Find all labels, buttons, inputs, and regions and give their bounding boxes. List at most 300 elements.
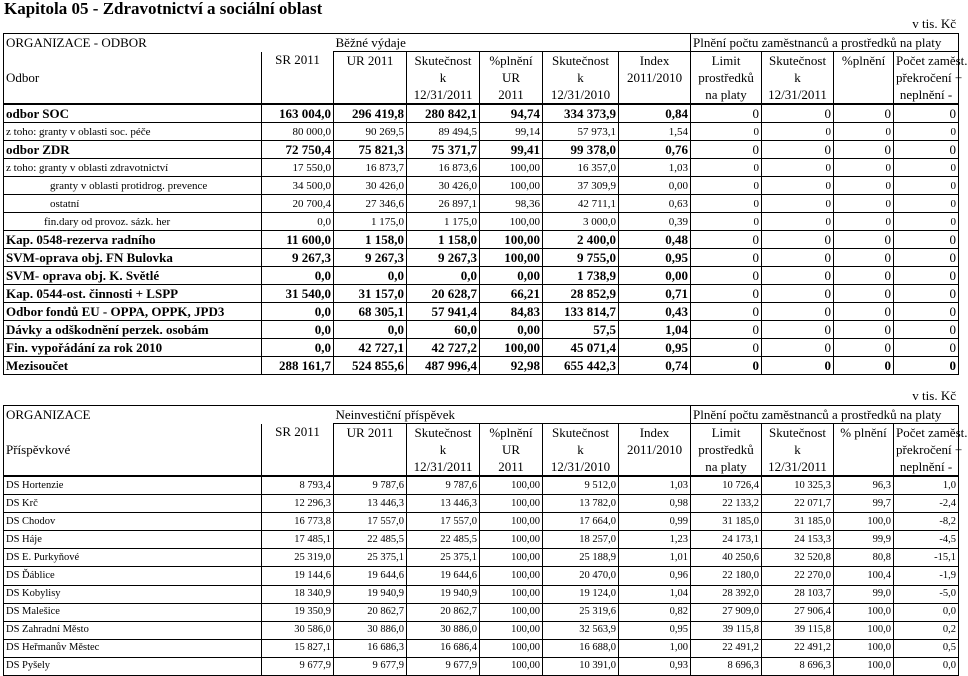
cell-value: 31 185,0 — [691, 513, 762, 531]
row-label: Kap. 0548-rezerva radního — [4, 231, 262, 249]
cell-value: 0 — [691, 249, 762, 267]
cell-value: 27 909,0 — [691, 603, 762, 621]
column-header: Skutečnost — [543, 52, 619, 70]
column-header: %plnění — [480, 52, 543, 70]
header-row-caption — [4, 52, 959, 70]
unit-label: v tis. Kč — [912, 16, 956, 31]
cell-value: 22 485,5 — [407, 531, 480, 549]
row-label: DS Kobylisy — [4, 585, 262, 603]
cell-value: 0,95 — [619, 339, 691, 357]
column-header: Index — [619, 424, 691, 442]
column-header: Skutečnost — [543, 424, 619, 442]
cell-value: 9 677,9 — [262, 657, 334, 675]
cell-value: 22 491,2 — [762, 639, 834, 657]
row-label: Fin. vypořádání za rok 2010 — [4, 339, 262, 357]
cell-value: 100,00 — [480, 639, 543, 657]
column-header: Index — [619, 52, 691, 70]
cell-value: 0,0 — [334, 267, 407, 285]
cell-value: 16 686,3 — [334, 639, 407, 657]
cell-value: 27 346,6 — [334, 195, 407, 213]
cell-value: 0 — [834, 267, 894, 285]
cell-value: 0 — [894, 177, 959, 195]
column-header: neplnění - — [894, 458, 959, 476]
column-header: k — [407, 441, 480, 458]
cell-value: 15 827,1 — [262, 639, 334, 657]
cell-value: -15,1 — [894, 549, 959, 567]
page-title: Kapitola 05 - Zdravotnictví a sociální oblast — [4, 0, 323, 18]
cell-value: 0,95 — [619, 249, 691, 267]
cell-value: -2,4 — [894, 495, 959, 513]
table-row — [4, 339, 959, 357]
table-row — [4, 357, 959, 375]
cell-value: 0 — [834, 177, 894, 195]
cell-value: 0 — [894, 123, 959, 141]
cell-value: 0 — [762, 141, 834, 159]
cell-value: 0 — [834, 249, 894, 267]
cell-value: 1,23 — [619, 531, 691, 549]
cell-value: 0 — [894, 213, 959, 231]
cell-value: 99 378,0 — [543, 141, 619, 159]
row-label: DS Ďáblice — [4, 567, 262, 585]
cell-value: 0 — [834, 285, 894, 303]
cell-value: 0 — [762, 303, 834, 321]
row-label: DS E. Purkyňové — [4, 549, 262, 567]
cell-value: 100,0 — [834, 513, 894, 531]
row-label: DS Heřmanův Městec — [4, 639, 262, 657]
cell-value: 0 — [762, 321, 834, 339]
header-spacer — [262, 406, 334, 424]
table-row — [4, 159, 959, 177]
column-header: Skutečnost — [762, 424, 834, 442]
cell-value: 0,0 — [894, 657, 959, 675]
cell-value: 9 677,9 — [334, 657, 407, 675]
table-row — [4, 639, 959, 657]
header-group-2: Plnění počtu zaměstnanců a prostředků na platy — [691, 406, 959, 424]
header-row-label — [4, 458, 262, 476]
table-row — [4, 177, 959, 195]
cell-value: 0 — [894, 339, 959, 357]
cell-value: 0 — [894, 249, 959, 267]
cell-value: 27 906,4 — [762, 603, 834, 621]
table-row — [4, 141, 959, 159]
cell-value: 72 750,4 — [262, 141, 334, 159]
cell-value: 0 — [691, 285, 762, 303]
cell-value: 0,00 — [480, 321, 543, 339]
column-header — [334, 69, 407, 86]
cell-value: 0,74 — [619, 357, 691, 375]
column-header — [262, 441, 334, 458]
cell-value: 288 161,7 — [262, 357, 334, 375]
cell-value: 100,0 — [834, 639, 894, 657]
column-header: 12/31/2011 — [407, 458, 480, 476]
cell-value: 100,00 — [480, 495, 543, 513]
cell-value: 68 305,1 — [334, 303, 407, 321]
cell-value: 0 — [691, 357, 762, 375]
cell-value: 17 485,1 — [262, 531, 334, 549]
header-row-group — [4, 34, 959, 52]
row-label: DS Hortenzie — [4, 476, 262, 495]
cell-value: 296 419,8 — [334, 104, 407, 123]
cell-value: 0 — [834, 321, 894, 339]
cell-value: 26 897,1 — [407, 195, 480, 213]
cell-value: 1,03 — [619, 159, 691, 177]
column-header — [334, 86, 407, 104]
cell-value: 30 886,0 — [334, 621, 407, 639]
cell-value: 1,03 — [619, 476, 691, 495]
column-header: Limit — [691, 424, 762, 442]
cell-value: 655 442,3 — [543, 357, 619, 375]
cell-value: 0 — [691, 231, 762, 249]
cell-value: 0 — [834, 231, 894, 249]
column-header: 12/31/2010 — [543, 458, 619, 476]
cell-value: 1,0 — [894, 476, 959, 495]
cell-value: 28 392,0 — [691, 585, 762, 603]
cell-value: 100,00 — [480, 159, 543, 177]
cell-value: 89 494,5 — [407, 123, 480, 141]
cell-value: 16 773,8 — [262, 513, 334, 531]
cell-value: 100,00 — [480, 249, 543, 267]
column-header: Počet zaměst. — [894, 52, 959, 70]
cell-value: 0,0 — [262, 321, 334, 339]
table-row — [4, 104, 959, 123]
cell-value: 30 426,0 — [334, 177, 407, 195]
cell-value: 0 — [834, 303, 894, 321]
column-header: %plnění — [480, 424, 543, 442]
cell-value: 1 738,9 — [543, 267, 619, 285]
header-row-caption — [4, 86, 959, 104]
column-header: Skutečnost — [407, 424, 480, 442]
cell-value: 22 180,0 — [691, 567, 762, 585]
cell-value: 0 — [894, 303, 959, 321]
cell-value: 100,00 — [480, 213, 543, 231]
row-label: Kap. 0544-ost. činnosti + LSPP — [4, 285, 262, 303]
column-header: na platy — [691, 86, 762, 104]
cell-value: 22 270,0 — [762, 567, 834, 585]
cell-value: 1 175,0 — [334, 213, 407, 231]
column-header — [834, 86, 894, 104]
cell-value: 9 787,6 — [334, 476, 407, 495]
column-header: 12/31/2011 — [762, 86, 834, 104]
cell-value: -4,5 — [894, 531, 959, 549]
cell-value: 18 257,0 — [543, 531, 619, 549]
cell-value: 57 973,1 — [543, 123, 619, 141]
cell-value: 42 727,1 — [334, 339, 407, 357]
cell-value: 9 755,0 — [543, 249, 619, 267]
column-header — [262, 69, 334, 86]
row-label: DS Krč — [4, 495, 262, 513]
column-header — [334, 441, 407, 458]
column-header — [619, 458, 691, 476]
cell-value: 0 — [691, 267, 762, 285]
cell-value: 0,48 — [619, 231, 691, 249]
cell-value: 100,00 — [480, 603, 543, 621]
cell-value: 0,0 — [262, 267, 334, 285]
cell-value: 60,0 — [407, 321, 480, 339]
column-header: Počet zaměst. — [894, 424, 959, 442]
column-header: prostředků — [691, 69, 762, 86]
cell-value: 280 842,1 — [407, 104, 480, 123]
column-header: 2011/2010 — [619, 69, 691, 86]
cell-value: 0 — [894, 141, 959, 159]
cell-value: 24 153,3 — [762, 531, 834, 549]
cell-value: 9 787,6 — [407, 476, 480, 495]
cell-value: 42 727,2 — [407, 339, 480, 357]
cell-value: 19 124,0 — [543, 585, 619, 603]
column-header: Skutečnost — [762, 52, 834, 70]
column-header: na platy — [691, 458, 762, 476]
cell-value: 0,0 — [262, 303, 334, 321]
cell-value: 0 — [762, 177, 834, 195]
table-row — [4, 585, 959, 603]
row-label: DS Zahradní Město — [4, 621, 262, 639]
cell-value: 100,00 — [480, 339, 543, 357]
cell-value: 20 470,0 — [543, 567, 619, 585]
column-header: 2011 — [480, 458, 543, 476]
cell-value: 0 — [762, 231, 834, 249]
cell-value: 0 — [894, 321, 959, 339]
row-label: odbor ZDR — [4, 141, 262, 159]
cell-value: 19 644,6 — [407, 567, 480, 585]
cell-value: 94,74 — [480, 104, 543, 123]
table-row — [4, 476, 959, 495]
header-group-2: Plnění počtu zaměstnanců a prostředků na platy — [691, 34, 959, 52]
row-label: SVM- oprava obj. K. Světlé — [4, 267, 262, 285]
cell-value: 19 144,6 — [262, 567, 334, 585]
unit-label-2: v tis. Kč — [912, 388, 956, 403]
column-header: UR 2011 — [334, 52, 407, 70]
cell-value: 0 — [834, 339, 894, 357]
cell-value: 0 — [762, 159, 834, 177]
cell-value: 0,96 — [619, 567, 691, 585]
cell-value: 0 — [691, 141, 762, 159]
cell-value: 1,04 — [619, 585, 691, 603]
cell-value: 0,0 — [407, 267, 480, 285]
cell-value: 13 446,3 — [407, 495, 480, 513]
cell-value: 100,00 — [480, 531, 543, 549]
cell-value: 0 — [894, 195, 959, 213]
cell-value: 0,76 — [619, 141, 691, 159]
contribution-table — [3, 405, 968, 676]
cell-value: 0 — [762, 123, 834, 141]
row-label: SVM-oprava obj. FN Bulovka — [4, 249, 262, 267]
cell-value: 0,43 — [619, 303, 691, 321]
cell-value: 0,00 — [619, 177, 691, 195]
cell-value: 0 — [762, 104, 834, 123]
cell-value: 100,00 — [480, 177, 543, 195]
header-row-caption — [4, 458, 959, 476]
cell-value: 20 700,4 — [262, 195, 334, 213]
row-label: DS Háje — [4, 531, 262, 549]
cell-value: 0 — [762, 195, 834, 213]
cell-value: 19 350,9 — [262, 603, 334, 621]
column-header: Limit — [691, 52, 762, 70]
cell-value: 0,98 — [619, 495, 691, 513]
table-row — [4, 321, 959, 339]
cell-value: 80,8 — [834, 549, 894, 567]
cell-value: 17 550,0 — [262, 159, 334, 177]
column-header: 2011/2010 — [619, 441, 691, 458]
table-row — [4, 621, 959, 639]
cell-value: 39 115,8 — [691, 621, 762, 639]
cell-value: 0,84 — [619, 104, 691, 123]
header-row-group — [4, 406, 959, 424]
cell-value: 10 726,4 — [691, 476, 762, 495]
cell-value: 25 188,9 — [543, 549, 619, 567]
cell-value: 0,82 — [619, 603, 691, 621]
cell-value: 0,2 — [894, 621, 959, 639]
header-row-label: Odbor — [4, 69, 262, 86]
cell-value: 0 — [894, 357, 959, 375]
cell-value: 100,0 — [834, 657, 894, 675]
cell-value: 96,3 — [834, 476, 894, 495]
cell-value: 25 319,0 — [262, 549, 334, 567]
column-header: UR — [480, 69, 543, 86]
table-row — [4, 267, 959, 285]
expenditure-table — [3, 33, 968, 375]
header-row-label — [4, 86, 262, 104]
row-label: ostatní — [4, 195, 262, 213]
cell-value: 13 446,3 — [334, 495, 407, 513]
cell-value: 99,41 — [480, 141, 543, 159]
cell-value: 0 — [834, 213, 894, 231]
table-row — [4, 657, 959, 675]
cell-value: 1,54 — [619, 123, 691, 141]
cell-value: 100,00 — [480, 657, 543, 675]
cell-value: 90 269,5 — [334, 123, 407, 141]
column-header: překročení + — [894, 441, 959, 458]
cell-value: 0 — [691, 195, 762, 213]
column-header — [834, 458, 894, 476]
cell-value: 0,95 — [619, 621, 691, 639]
cell-value: 8 696,3 — [762, 657, 834, 675]
table-row — [4, 249, 959, 267]
header-org: ORGANIZACE — [4, 406, 262, 424]
cell-value: 28 852,9 — [543, 285, 619, 303]
cell-value: 100,0 — [834, 621, 894, 639]
cell-value: 100,0 — [834, 603, 894, 621]
cell-value: 0 — [762, 285, 834, 303]
column-header — [334, 458, 407, 476]
cell-value: 12 296,3 — [262, 495, 334, 513]
cell-value: 1,00 — [619, 639, 691, 657]
cell-value: 66,21 — [480, 285, 543, 303]
cell-value: 20 628,7 — [407, 285, 480, 303]
cell-value: 0 — [834, 195, 894, 213]
column-header: neplnění - — [894, 86, 959, 104]
cell-value: 0,5 — [894, 639, 959, 657]
cell-value: 25 375,1 — [407, 549, 480, 567]
cell-value: 34 500,0 — [262, 177, 334, 195]
table-row — [4, 231, 959, 249]
table-row — [4, 123, 959, 141]
header-spacer — [262, 34, 334, 52]
column-header — [834, 441, 894, 458]
row-label: Mezisoučet — [4, 357, 262, 375]
cell-value: 100,00 — [480, 476, 543, 495]
header-row-caption — [4, 69, 959, 86]
column-header — [619, 86, 691, 104]
cell-value: 1 158,0 — [334, 231, 407, 249]
cell-value: 31 157,0 — [334, 285, 407, 303]
cell-value: 163 004,0 — [262, 104, 334, 123]
cell-value: 99,7 — [834, 495, 894, 513]
table-row — [4, 195, 959, 213]
header-row-label — [4, 52, 262, 70]
column-header: k — [762, 69, 834, 86]
cell-value: 31 185,0 — [762, 513, 834, 531]
column-header: %plnění — [834, 52, 894, 70]
cell-value: 0 — [834, 357, 894, 375]
column-header: k — [407, 69, 480, 86]
cell-value: 524 855,6 — [334, 357, 407, 375]
cell-value: 57 941,4 — [407, 303, 480, 321]
cell-value: 22 133,2 — [691, 495, 762, 513]
cell-value: 0,71 — [619, 285, 691, 303]
cell-value: 45 071,4 — [543, 339, 619, 357]
cell-value: 22 491,2 — [691, 639, 762, 657]
header-group-1: Běžné výdaje — [334, 34, 691, 52]
cell-value: 0 — [762, 357, 834, 375]
cell-value: 9 267,3 — [334, 249, 407, 267]
cell-value: 16 357,0 — [543, 159, 619, 177]
cell-value: 17 557,0 — [407, 513, 480, 531]
cell-value: 100,00 — [480, 621, 543, 639]
cell-value: 0 — [834, 104, 894, 123]
column-header: překročení + — [894, 69, 959, 86]
cell-value: 0 — [834, 123, 894, 141]
cell-value: 20 862,7 — [334, 603, 407, 621]
cell-value: 9 267,3 — [262, 249, 334, 267]
cell-value: 0,00 — [619, 267, 691, 285]
cell-value: 84,83 — [480, 303, 543, 321]
cell-value: 0 — [894, 159, 959, 177]
cell-value: 28 103,7 — [762, 585, 834, 603]
cell-value: 18 340,9 — [262, 585, 334, 603]
cell-value: 487 996,4 — [407, 357, 480, 375]
column-header: k — [543, 441, 619, 458]
cell-value: 19 940,9 — [407, 585, 480, 603]
cell-value: 0,0 — [894, 603, 959, 621]
cell-value: 0 — [691, 339, 762, 357]
column-header — [262, 86, 334, 104]
cell-value: 99,0 — [834, 585, 894, 603]
cell-value: 19 940,9 — [334, 585, 407, 603]
cell-value: 16 686,4 — [407, 639, 480, 657]
cell-value: 0 — [691, 321, 762, 339]
cell-value: 31 540,0 — [262, 285, 334, 303]
cell-value: 25 375,1 — [334, 549, 407, 567]
cell-value: 75 821,3 — [334, 141, 407, 159]
cell-value: 98,36 — [480, 195, 543, 213]
column-header: prostředků — [691, 441, 762, 458]
column-header: 12/31/2011 — [762, 458, 834, 476]
cell-value: 17 557,0 — [334, 513, 407, 531]
cell-value: 0 — [834, 141, 894, 159]
column-header: SR 2011 — [262, 52, 334, 70]
cell-value: 1,04 — [619, 321, 691, 339]
cell-value: 2 400,0 — [543, 231, 619, 249]
cell-value: 0 — [834, 159, 894, 177]
cell-value: 8 696,3 — [691, 657, 762, 675]
cell-value: 8 793,4 — [262, 476, 334, 495]
column-header: SR 2011 — [262, 424, 334, 442]
table-row — [4, 213, 959, 231]
table-row — [4, 303, 959, 321]
column-header: 12/31/2011 — [407, 86, 480, 104]
cell-value: 133 814,7 — [543, 303, 619, 321]
cell-value: 0,93 — [619, 657, 691, 675]
cell-value: 32 563,9 — [543, 621, 619, 639]
